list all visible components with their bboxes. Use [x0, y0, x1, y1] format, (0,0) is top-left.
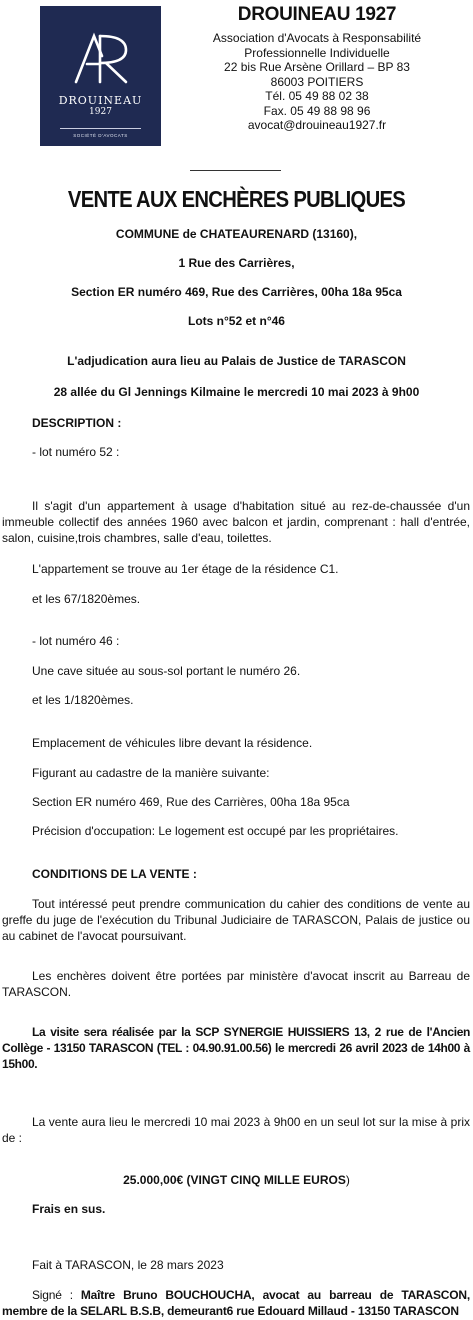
firm-name: DROUINEAU 1927	[237, 4, 397, 25]
firm-address-line: Association d'Avocats à Responsabilité	[212, 31, 422, 45]
firm-phone: Tél. 05 49 88 02 38	[265, 89, 369, 103]
description-heading: DESCRIPTION :	[32, 416, 122, 430]
signature-prefix: Signé :	[32, 1288, 81, 1302]
firm-logo	[40, 6, 161, 146]
cadastre-intro: Figurant au cadastre de la manière suivante:	[32, 766, 270, 780]
intro-date: 28 allée du Gl Jennings Kilmaine le mercredi 10 mai 2023 à 9h00	[53, 385, 420, 399]
conditions-heading: CONDITIONS DE LA VENTE :	[32, 867, 197, 881]
firm-address-line: 22 bis Rue Arsène Orillard – BP 83	[224, 60, 410, 74]
lot52-floor: L'appartement se trouve au 1er étage de la résidence C1.	[32, 562, 339, 576]
cadastre-reference: Section ER numéro 469, Rue des Carrières, 00ha 18a 95ca	[32, 795, 350, 809]
intro-street: 1 Rue des Carrières,	[178, 256, 295, 270]
logo-name: DROUINEAU	[58, 94, 143, 107]
signatory: Maître Bruno BOUCHOUCHA, avocat au barreau de TARASCON, membre de la SELARL B.S.B, demeurant6 rue Edouard Millaud - 13150 TARASCON	[2, 1288, 470, 1318]
logo-tagline: SOCIÉTÉ D'AVOCATS	[73, 133, 128, 138]
lot52-description: Il s'agit d'un appartement à usage d'habitation situé au rez-de-chaussée d'un immeuble collectif des années 1960 avec balcon et jardin, comprenant : hall d'entrée, salon, cuisine,trois chambres, salle d'eau, toilettes.	[2, 499, 470, 545]
lot46-share: et les 1/1820èmes.	[32, 693, 134, 707]
starting-price	[0, 1172, 473, 1188]
firm-email: avocat@drouineau1927.fr	[247, 118, 387, 132]
lot46-label: - lot numéro 46 :	[32, 634, 120, 648]
done-at: Fait à TARASCON, le 28 mars 2023	[32, 1258, 224, 1272]
intro-lots: Lots n°52 et n°46	[188, 314, 285, 328]
intro-section: Section ER numéro 469, Rue des Carrières, 00ha 18a 95ca	[71, 285, 402, 299]
monogram-icon	[40, 6, 161, 146]
intro-venue: L'adjudication aura lieu au Palais de Justice de TARASCON	[67, 354, 406, 368]
starting-price-paren: )	[345, 1173, 350, 1187]
lot52-label: - lot numéro 52 :	[32, 445, 120, 459]
firm-address-line: 86003 POITIERS	[270, 74, 364, 89]
separator	[190, 170, 281, 171]
firm-address-line: Professionnelle Individuelle	[244, 45, 390, 60]
logo-divider	[60, 128, 141, 129]
intro-commune: COMMUNE de CHATEAURENARD (13160),	[115, 227, 358, 241]
visit-paragraph: La visite sera réalisée par la SCP SYNERGIE HUISSIERS 13, 2 rue de l'Ancien Collège - 13150 TARASCON (TEL : 04.90.91.00.56) le mercredi 26 avril 2023 de 14h00 à 15h00.	[2, 1025, 470, 1071]
firm-fax: Fax. 05 49 88 98 96	[263, 103, 371, 118]
parking-note: Emplacement de véhicules libre devant la résidence.	[32, 736, 313, 750]
logo-year: 1927	[89, 107, 112, 117]
starting-price-amount: 25.000,00€ (VINGT CINQ MILLE EUROS	[123, 1173, 346, 1187]
conditions-paragraph: Tout intéressé peut prendre communication du cahier des conditions de vente au greffe du juge de l'exécution du Tribunal Judiciaire de TARASCON, Palais de justice ou au cabinet de l'avocat poursuivant.	[2, 897, 470, 943]
lot52-share: et les 67/1820èmes.	[32, 592, 141, 606]
occupation-note: Précision d'occupation: Le logement est occupé par les propriétaires.	[32, 824, 399, 838]
notice-title: VENTE AUX ENCHÈRES PUBLIQUES	[67, 186, 406, 212]
fees-note: Frais en sus.	[32, 1202, 106, 1216]
sale-paragraph: La vente aura lieu le mercredi 10 mai 2023 à 9h00 en un seul lot sur la mise à prix de :	[2, 1115, 470, 1145]
signature-block	[2, 1287, 470, 1319]
conditions-paragraph: Les enchères doivent être portées par ministère d'avocat inscrit au Barreau de TARASCON.	[2, 969, 470, 999]
lot46-description: Une cave située au sous-sol portant le numéro 26.	[32, 664, 301, 678]
